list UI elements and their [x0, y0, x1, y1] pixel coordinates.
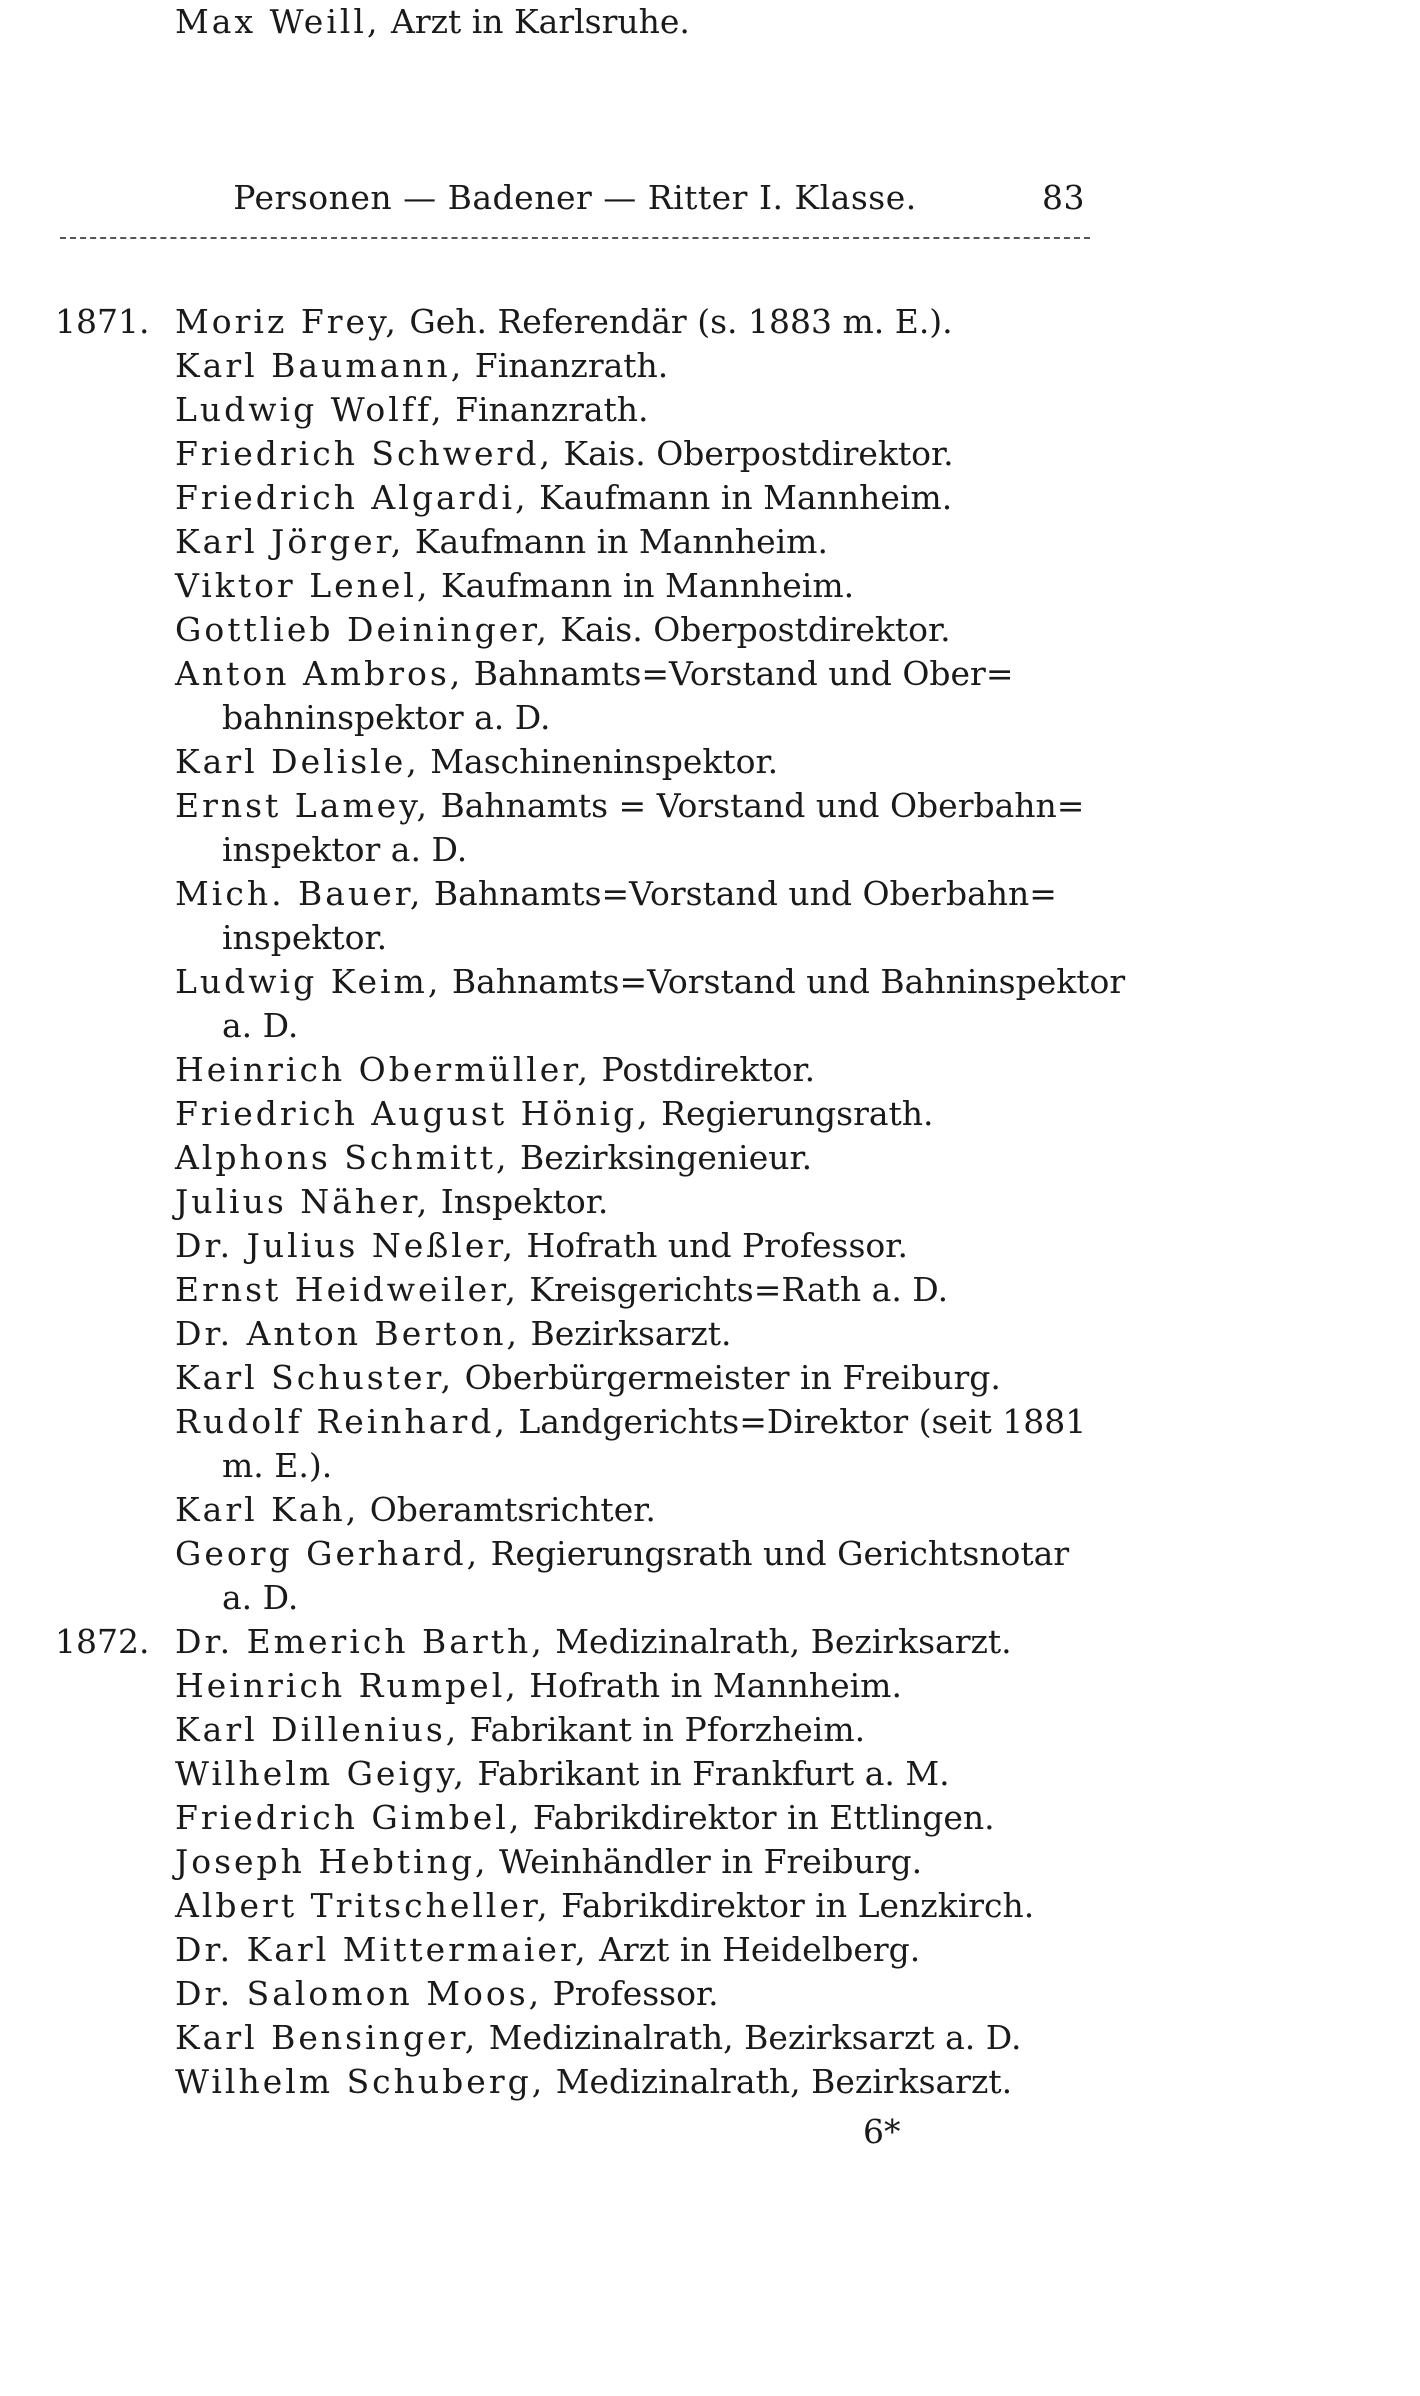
entry-description: Kais. Oberpostdirektor.: [560, 610, 951, 649]
entry-description: Bahnamts=Vorstand und Ober=: [473, 654, 1014, 693]
entry-name: Dr. Karl Mittermaier,: [175, 1930, 589, 1969]
running-title: Personen — Badener — Ritter I. Klasse.: [233, 178, 917, 217]
entry-continuation: a. D.: [222, 1578, 299, 1617]
entry-name: Max Weill,: [175, 2, 381, 41]
entry-name: Dr. Salomon Moos,: [175, 1974, 543, 2013]
entry-line: [175, 1840, 922, 1884]
entry-description: Landgerichts=Direktor (seit 1881: [518, 1402, 1087, 1441]
entry-line: [175, 1048, 815, 1092]
entry-line: [175, 1136, 812, 1180]
entry-description: Finanzrath.: [474, 346, 669, 385]
entry-description: Bezirksingenieur.: [520, 1138, 813, 1177]
entry-line: [175, 1928, 920, 1972]
entry-line: [175, 432, 954, 476]
entry-name: Rudolf Reinhard,: [175, 1402, 508, 1441]
entry-name: Karl Schuster,: [175, 1358, 455, 1397]
entry-description: Fabrikdirektor in Lenzkirch.: [561, 1886, 1035, 1925]
entry-name: Friedrich Algardi,: [175, 478, 529, 517]
entry-name: Mich. Bauer,: [175, 874, 424, 913]
entry-name: Heinrich Rumpel,: [175, 1666, 519, 1705]
entry-description: Kaufmann in Mannheim.: [440, 566, 855, 605]
entry-line: [175, 784, 1084, 828]
entry-line: [175, 1532, 1069, 1576]
entry-year: 1871.: [55, 302, 150, 341]
entry-line: [175, 1400, 1086, 1444]
entry-description: Bahnamts=Vorstand und Bahninspektor: [451, 962, 1126, 1001]
entry-line: [175, 520, 828, 564]
entry-description: Kaufmann in Mannheim.: [414, 522, 828, 561]
entry-name: Heinrich Obermüller,: [175, 1050, 591, 1089]
entry-line: [175, 1224, 908, 1268]
entry-description: Professor.: [552, 1974, 719, 2013]
entry-line: [175, 476, 952, 520]
entry-line: [175, 0, 690, 44]
entry-line: [175, 872, 1057, 916]
entry-description: Bahnamts=Vorstand und Oberbahn=: [433, 874, 1057, 913]
entry-name: Anton Ambros,: [175, 654, 464, 693]
entry-description: Kais. Oberpostdirektor.: [563, 434, 954, 473]
entry-description: Bezirksarzt.: [530, 1314, 732, 1353]
entry-name: Dr. Emerich Barth,: [175, 1622, 545, 1661]
entry-description: Arzt in Karlsruhe.: [390, 2, 690, 41]
entry-name: Viktor Lenel,: [175, 566, 431, 605]
entry-name: Karl Bensinger,: [175, 2018, 479, 2057]
entry-name: Gottlieb Deininger,: [175, 610, 550, 649]
entry-name: Karl Baumann,: [175, 346, 465, 385]
entry-name: Alphons Schmitt,: [175, 1138, 510, 1177]
entry-continuation: bahninspektor a. D.: [222, 698, 551, 737]
entry-line: [175, 1356, 1001, 1400]
entry-description: Inspektor.: [440, 1182, 609, 1221]
entry-description: Oberbürgermeister in Freiburg.: [464, 1358, 1001, 1397]
entry-line: [175, 344, 668, 388]
entry-description: Geh. Referendär (s. 1883 m. E.).: [409, 302, 953, 341]
entry-name: Ernst Heidweiler,: [175, 1270, 519, 1309]
entry-description: Oberamtsrichter.: [369, 1490, 656, 1529]
entry-name: Albert Tritscheller,: [175, 1886, 551, 1925]
entry-continuation: a. D.: [222, 1006, 299, 1045]
entry-name: Friedrich Gimbel,: [175, 1798, 523, 1837]
entry-line: [175, 1796, 995, 1840]
entry-description: Medizinalrath, Bezirksarzt a. D.: [488, 2018, 1022, 2057]
entry-name: Ludwig Keim,: [175, 962, 442, 1001]
entry-description: Finanzrath.: [455, 390, 649, 429]
entry-line: [175, 388, 649, 432]
entry-name: Dr. Julius Neßler,: [175, 1226, 517, 1265]
entry-name: Karl Delisle,: [175, 742, 420, 781]
entry-line: [55, 300, 953, 344]
entry-line: [55, 1620, 1012, 1664]
entry-name: Karl Kah,: [175, 1490, 360, 1529]
entry-name: Julius Näher,: [175, 1182, 431, 1221]
entry-description: Fabrikant in Pforzheim.: [469, 1710, 866, 1749]
entry-name: Dr. Anton Berton,: [175, 1314, 520, 1353]
entry-line: [175, 652, 1013, 696]
entry-line: [175, 1752, 950, 1796]
entry-name: Karl Jörger,: [175, 522, 405, 561]
entry-name: Ludwig Wolff,: [175, 390, 445, 429]
entry-description: Regierungsrath.: [661, 1094, 934, 1133]
entry-line: [175, 564, 854, 608]
entry-line: [175, 1664, 902, 1708]
entry-name: Wilhelm Geigy,: [175, 1754, 467, 1793]
entry-description: Postdirektor.: [601, 1050, 816, 1089]
entry-line: [175, 2016, 1022, 2060]
entry-line: [175, 1312, 732, 1356]
entry-line: [175, 608, 951, 652]
entry-description: Arzt in Heidelberg.: [599, 1930, 921, 1969]
entry-line: [175, 1488, 656, 1532]
signature-mark: 6*: [863, 2112, 901, 2151]
running-header: [180, 178, 1085, 228]
entry-line: [175, 1708, 865, 1752]
entry-description: Bahnamts = Vorstand und Oberbahn=: [440, 786, 1085, 825]
entry-line: [175, 1180, 608, 1224]
entry-description: Kreisgerichts=Rath a. D.: [529, 1270, 949, 1309]
entry-line: [175, 1268, 948, 1312]
entry-description: Fabrikdirektor in Ettlingen.: [532, 1798, 995, 1837]
entry-year: 1872.: [55, 1622, 150, 1661]
entry-description: Maschineninspektor.: [430, 742, 779, 781]
entry-description: Medizinalrath, Bezirksarzt.: [555, 2062, 1013, 2101]
entry-line: [175, 2060, 1012, 2104]
page-number: 83: [1042, 178, 1085, 217]
entry-description: Weinhändler in Freiburg.: [499, 1842, 923, 1881]
entry-continuation: inspektor a. D.: [222, 830, 468, 869]
header-rule: [60, 237, 1090, 239]
entry-name: Joseph Hebting,: [175, 1842, 489, 1881]
entry-description: Hofrath und Professor.: [526, 1226, 908, 1265]
entry-name: Georg Gerhard,: [175, 1534, 481, 1573]
entry-name: Ernst Lamey,: [175, 786, 430, 825]
entry-name: Friedrich Schwerd,: [175, 434, 553, 473]
entry-line: [175, 740, 778, 784]
entry-name: Karl Dillenius,: [175, 1710, 460, 1749]
entry-line: [175, 1884, 1034, 1928]
entry-description: Fabrikant in Frankfurt a. M.: [477, 1754, 950, 1793]
entry-line: [175, 960, 1125, 1004]
entry-line: [175, 1972, 719, 2016]
entry-continuation: m. E.).: [222, 1446, 333, 1485]
entry-description: Medizinalrath, Bezirksarzt.: [555, 1622, 1012, 1661]
entry-description: Hofrath in Mannheim.: [529, 1666, 902, 1705]
entry-name: Moriz Frey,: [175, 302, 399, 341]
entry-description: Regierungsrath und Gerichtsnotar: [490, 1534, 1070, 1573]
entry-name: Wilhelm Schuberg,: [175, 2062, 546, 2101]
entry-line: [175, 1092, 934, 1136]
entry-continuation: inspektor.: [222, 918, 388, 957]
entry-name: Friedrich August Hönig,: [175, 1094, 651, 1133]
entry-description: Kaufmann in Mannheim.: [539, 478, 953, 517]
